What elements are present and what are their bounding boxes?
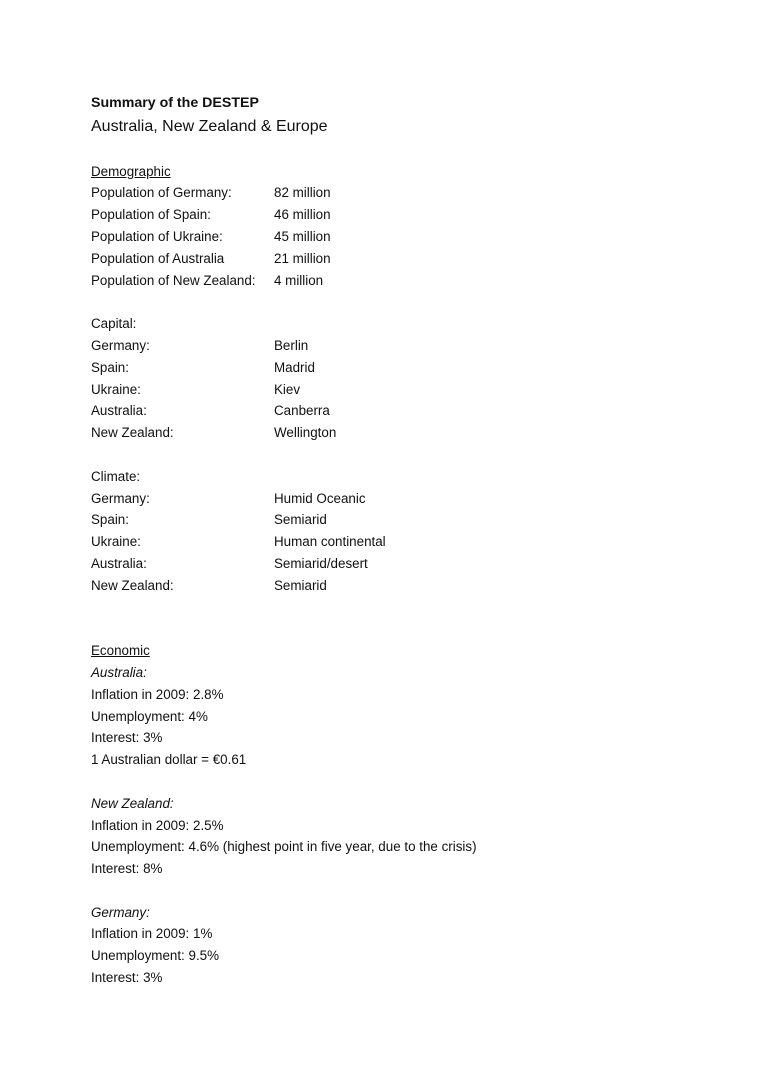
economic-line: Interest: 3%: [91, 730, 163, 746]
climate-row: [91, 488, 731, 510]
row-value: Berlin: [274, 337, 309, 353]
capital-row: [91, 422, 731, 444]
row-label: Australia:: [91, 555, 147, 571]
row-label: Population of New Zealand:: [91, 272, 256, 288]
economic-line: Inflation in 2009: 1%: [91, 926, 213, 942]
demographic-row: [91, 204, 731, 226]
row-label: New Zealand:: [91, 425, 174, 441]
demographic-row: [91, 226, 731, 248]
row-value: 46 million: [274, 207, 331, 223]
row-label: New Zealand:: [91, 577, 174, 593]
document-page: [91, 93, 731, 989]
row-value: Semiarid: [274, 577, 327, 593]
economic-line: Unemployment: 4.6% (highest point in five year, due to the crisis): [91, 839, 477, 855]
row-value: Humid Oceanic: [274, 490, 366, 506]
row-label: Ukraine:: [91, 534, 141, 550]
row-value: 4 million: [274, 272, 324, 288]
climate-row: [91, 575, 731, 597]
spacer: [91, 291, 731, 313]
row-label: Population of Ukraine:: [91, 228, 223, 244]
row-label: Population of Australia: [91, 250, 225, 266]
demographic-row: [91, 248, 731, 270]
spacer: [91, 880, 731, 902]
country-heading-germany: Germany:: [91, 904, 150, 920]
row-label: Spain:: [91, 359, 129, 375]
row-value: Semiarid/desert: [274, 555, 368, 571]
row-value: 82 million: [274, 185, 331, 201]
capital-row: [91, 379, 731, 401]
row-label: Population of Germany:: [91, 185, 232, 201]
spacer: [91, 139, 731, 161]
row-value: Human continental: [274, 534, 386, 550]
row-label: Germany:: [91, 490, 150, 506]
row-label: Spain:: [91, 512, 129, 528]
row-value: Kiev: [274, 381, 301, 397]
row-value: Semiarid: [274, 512, 327, 528]
section-heading-capital: Capital:: [91, 316, 137, 332]
row-label: Germany:: [91, 337, 150, 353]
economic-line: Interest: 3%: [91, 970, 163, 986]
document-title: Summary of the DESTEP: [91, 95, 259, 111]
demographic-row: [91, 182, 731, 204]
climate-row: [91, 531, 731, 553]
economic-line: 1 Australian dollar = €0.61: [91, 752, 247, 768]
economic-line: Unemployment: 9.5%: [91, 948, 220, 964]
section-heading-demographic: Demographic: [91, 163, 171, 179]
row-value: Canberra: [274, 403, 330, 419]
spacer: [91, 444, 731, 466]
spacer: [91, 771, 731, 793]
row-value: Madrid: [274, 359, 315, 375]
document-subtitle: Australia, New Zealand & Europe: [91, 117, 328, 135]
climate-row: [91, 553, 731, 575]
row-label: Ukraine:: [91, 381, 141, 397]
economic-line: Interest: 8%: [91, 861, 163, 877]
economic-line: Unemployment: 4%: [91, 708, 208, 724]
capital-row: [91, 357, 731, 379]
section-heading-climate: Climate:: [91, 468, 141, 484]
capital-row: [91, 400, 731, 422]
row-value: Wellington: [274, 425, 337, 441]
climate-row: [91, 509, 731, 531]
row-value: 45 million: [274, 228, 331, 244]
row-value: 21 million: [274, 250, 331, 266]
row-label: Population of Spain:: [91, 207, 211, 223]
section-heading-economic: Economic: [91, 643, 150, 659]
economic-line: Inflation in 2009: 2.5%: [91, 817, 224, 833]
economic-line: Inflation in 2009: 2.8%: [91, 686, 224, 702]
spacer: [91, 597, 731, 641]
demographic-row: [91, 270, 731, 292]
country-heading-new-zealand: New Zealand:: [91, 795, 174, 811]
capital-row: [91, 335, 731, 357]
row-label: Australia:: [91, 403, 147, 419]
country-heading-australia: Australia:: [91, 664, 147, 680]
